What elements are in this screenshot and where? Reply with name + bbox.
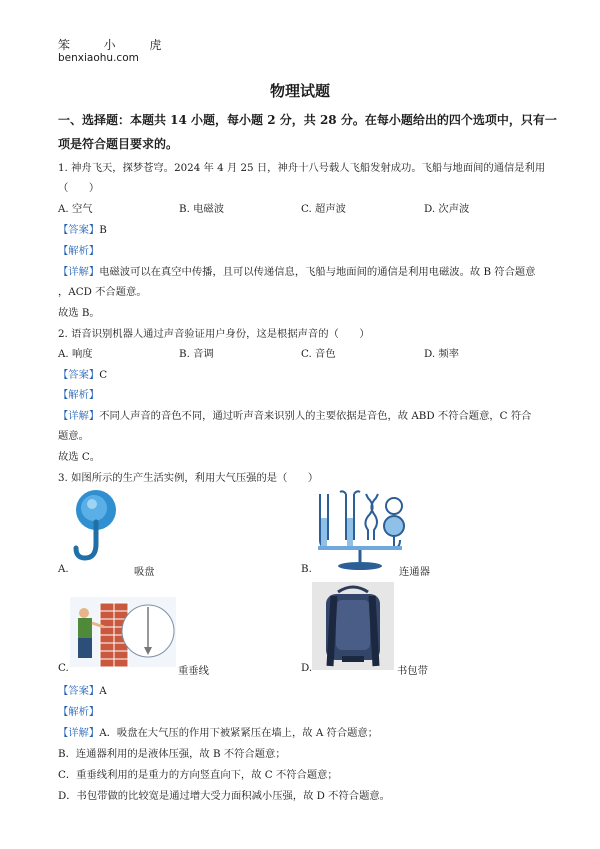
q1-option-c: C. 超声波 (301, 203, 346, 215)
detail-tag: 【详解】 (58, 266, 100, 278)
communicating-vessels-figure (310, 490, 410, 572)
detail-tag: 【详解】 (58, 727, 100, 739)
q3-stem: 3. 如图所示的生产生活实例，利用大气压强的是（ ） (58, 472, 319, 484)
q3-answer (58, 682, 107, 697)
q1-detail-cont: ，ACD 不合题意。 (58, 286, 147, 298)
q3-option-b-label: 连通器 (399, 566, 430, 578)
site-url: benxiaohu.com (58, 52, 139, 64)
q1-stem: 1. 神舟飞天，探梦苍穹。2024 年 4 月 25 日，神舟十八号载人飞船发射成功。飞船与地面间的通信是利用 (58, 162, 546, 174)
q3-option-d-label: 书包带 (397, 665, 428, 677)
q3-detail-b: B．连通器利用的是液体压强，故 B 不符合题意； (58, 748, 286, 760)
q2-option-c: C. 音色 (301, 348, 336, 360)
q1-detail (58, 263, 535, 278)
q3-analysis-tag: 【解析】 (58, 706, 100, 718)
q2-option-d: D. 频率 (424, 348, 460, 360)
answer-tag: 【答案】 (58, 369, 100, 381)
q3-option-a-label: 吸盘 (134, 566, 155, 578)
answer-value: A (99, 685, 107, 697)
detail-text: 不同人声音的音色不同，通过听声音来识别人的主要依据是音色，故 ABD 不符合题意，C 符合 (99, 410, 532, 422)
q1-analysis-tag: 【解析】 (58, 245, 100, 257)
q1-option-b: B. 电磁波 (179, 203, 225, 215)
plumb-line-figure (70, 597, 176, 667)
q2-analysis-tag: 【解析】 (58, 389, 100, 401)
q2-conclusion: 故选 C。 (58, 451, 101, 463)
detail-tag: 【详解】 (58, 410, 100, 422)
answer-tag: 【答案】 (58, 224, 100, 236)
q3-option-c-letter: C. (58, 662, 69, 674)
q1-conclusion: 故选 B。 (58, 307, 100, 319)
q2-option-a: A. 响度 (58, 348, 93, 360)
q1-stem-blank: （ ） (58, 182, 100, 194)
brand-char: 笨 (58, 38, 71, 52)
answer-value: B (99, 224, 107, 236)
q2-stem: 2. 语音识别机器人通过声音验证用户身份，这是根据声音的（ ） (58, 328, 370, 340)
q2-answer (58, 366, 107, 381)
q2-detail-cont: 题意。 (58, 430, 89, 442)
answer-tag: 【答案】 (58, 685, 100, 697)
q3-option-d-letter: D. (301, 662, 313, 674)
backpack-figure (312, 582, 394, 670)
q3-option-b-letter: B. (301, 563, 312, 575)
detail-text: A．吸盘在大气压的作用下被紧紧压在墙上，故 A 符合题意； (99, 727, 379, 739)
q3-detail-d: D．书包带做的比较宽是通过增大受力面积减小压强，故 D 不符合题意。 (58, 790, 390, 802)
section-heading-line1: 一、选择题：本题共 14 小题，每小题 2 分，共 28 分。在每小题给出的四个选项中，只有一 (58, 113, 557, 127)
q3-option-a-letter: A. (58, 563, 69, 575)
detail-text: 电磁波可以在真空中传播，且可以传递信息，飞船与地面间的通信是利用电磁波。故 B 符合题意 (99, 266, 536, 278)
q3-option-c-label: 重垂线 (178, 665, 209, 677)
brand-char: 虎 (149, 38, 162, 52)
q1-option-a: A. 空气 (58, 203, 93, 215)
brand-name (58, 36, 161, 53)
q1-answer (58, 221, 107, 236)
q3-detail-a (58, 724, 378, 739)
suction-cup-figure (70, 488, 120, 568)
brand-char: 小 (103, 38, 116, 52)
q2-detail (58, 407, 531, 422)
q3-detail-c: C．重垂线利用的是重力的方向竖直向下，故 C 不符合题意； (58, 769, 338, 781)
section-heading-line2: 项是符合题目要求的。 (58, 137, 179, 151)
page-title: 物理试题 (269, 82, 330, 100)
answer-value: C (99, 369, 108, 381)
q1-option-d: D. 次声波 (424, 203, 470, 215)
q2-option-b: B. 音调 (179, 348, 214, 360)
